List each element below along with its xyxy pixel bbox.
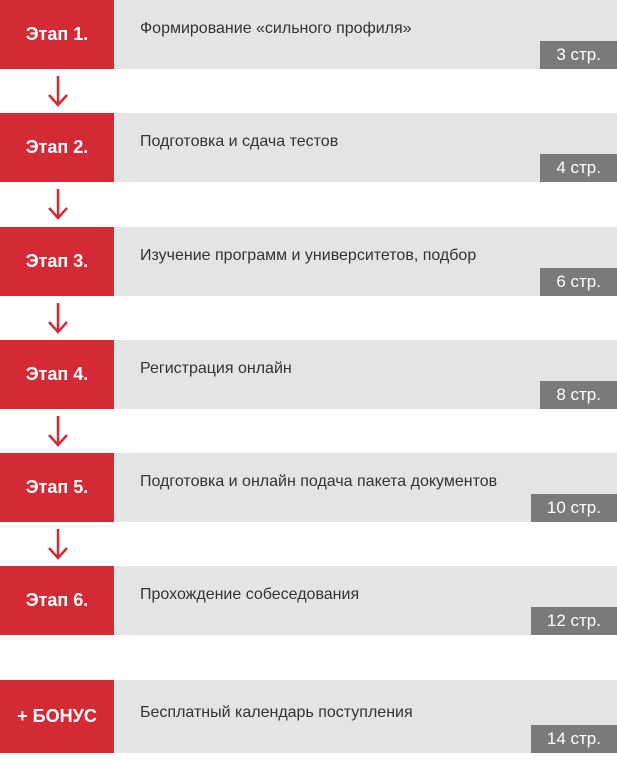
arrow-down-icon: [47, 301, 69, 335]
stage-row-2: [0, 113, 617, 182]
arrow-down-icon: [47, 187, 69, 221]
stage-label-1: Этап 1.: [0, 0, 114, 69]
arrow-down-icon-graphic: [47, 527, 69, 561]
bonus-label: + БОНУС: [0, 680, 114, 753]
stage-label-6: Этап 6.: [0, 566, 114, 635]
page-badge-3: 6 стр.: [540, 268, 617, 296]
stage-title-4: Регистрация онлайн: [140, 360, 292, 377]
stage-title-1: Формирование «сильного профиля»: [140, 20, 412, 37]
stage-row-5: [0, 453, 617, 522]
stage-title-3: Изучение программ и университетов, подбор: [140, 247, 477, 264]
stage-row-6: [0, 566, 617, 635]
stage-row-1: [0, 0, 617, 69]
arrow-down-icon-graphic: [47, 74, 69, 108]
stage-label-5: Этап 5.: [0, 453, 114, 522]
page-badge-5: 10 стр.: [531, 494, 617, 522]
arrow-down-icon-graphic: [47, 187, 69, 221]
stage-label-4: Этап 4.: [0, 340, 114, 409]
arrow-down-icon: [47, 414, 69, 448]
arrow-down-icon: [47, 74, 69, 108]
stage-row-3: [0, 227, 617, 296]
stage-title-5: Подготовка и онлайн подача пакета документов: [140, 473, 498, 490]
page-badge-2: 4 стр.: [540, 154, 617, 182]
page-badge-6: 12 стр.: [531, 607, 617, 635]
page-badge-4: 8 стр.: [540, 381, 617, 409]
stage-body-3: [114, 227, 617, 296]
stage-title-2: Подготовка и сдача тестов: [140, 133, 339, 150]
stage-label-2: Этап 2.: [0, 113, 114, 182]
bonus-page-badge: 14 стр.: [531, 725, 617, 753]
stage-row-4: [0, 340, 617, 409]
bonus-row: [0, 680, 617, 753]
bonus-title: Бесплатный календарь поступления: [140, 704, 413, 721]
stage-title-6: Прохождение собеседования: [140, 586, 360, 603]
stage-body-4: [114, 340, 617, 409]
arrow-down-icon: [47, 527, 69, 561]
bonus-body: [114, 680, 617, 753]
arrow-down-icon-graphic: [47, 414, 69, 448]
page-badge-1: 3 стр.: [540, 41, 617, 69]
stage-body-5: [114, 453, 617, 522]
stage-label-3: Этап 3.: [0, 227, 114, 296]
stage-body-6: [114, 566, 617, 635]
stage-body-2: [114, 113, 617, 182]
arrow-down-icon-graphic: [47, 301, 69, 335]
stage-body-1: [114, 0, 617, 69]
